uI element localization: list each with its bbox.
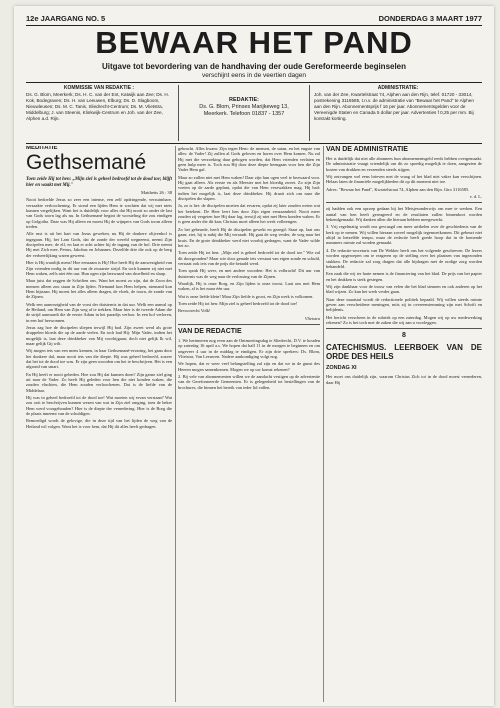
administratie-paragraph: Adres: "Bewaar het Pand", Kwartelstraat 74, Alphen aan den Rijn. Giro 3116585. [326, 186, 470, 192]
redactie-address: Ds. G. Blom, Prinses Marijkeweg 13, [199, 104, 289, 110]
masthead-title: BEWAAR HET PAND [95, 25, 413, 60]
redactie-paragraph: Naar deze maatstaf wordt de redactionele politiek bepaald. Wij willen steeds ruimte geven aan verscheidene meningen, mits zij in overeenstemming zijn met Schrift en belijdenis. [326, 296, 482, 313]
right-column [326, 146, 482, 702]
redactie-paragraph: zij hadden ook een oproep gedaan bij het Meisjesonderwijs om mee te werken. Een aantal van hen heeft gereageerd en de resultaten zullen binnenkort worden bekendgemaakt. Wij danken allen die hieraan hebben meegewerkt. [326, 206, 482, 223]
section-rule [326, 328, 482, 329]
meditatie-closing: Bevoorrecht Volk! [178, 308, 211, 314]
meditatie-paragraph: Toen sprak Hij weer, en met andere woorden: Het is volbracht! Dit uur van duisternis was de weg naar de verlossing van de Zijnen. [178, 268, 320, 279]
issue-number: 12e JAARGANG NO. 5 [26, 14, 106, 23]
redactie-phone: Meerkerk. Telefoon 01837 - 1357 [203, 111, 285, 117]
catechismus-heading: CATECHISMUS. LEERBOEK VAN DE ORDE DES HEILS [326, 343, 482, 362]
middle-column [178, 146, 320, 702]
administratie-text: Joh. van der Zee, Kwartelstraat 74, Alphen aan den Rijn, telef. 01720 - 33014, postrekening 3116585, t.n.v. de administratie van "Bewaar het Pand" te Alphen aan den Rijn. Abonnementsprijs f 16 per jaar. Abonnementsgelden voor de Vereenigde Staten en Canada 5 dollar per jaar. Advertenties f 0,25 per mm. Bij kontrakt korting. [314, 92, 474, 121]
meditatie-column [26, 146, 172, 702]
redactie-paragraph: Het bericht verscheen in de rubriek op een zaterdag. Mogen wij op uw medewerking rekenen? Zo is het toch met de zaken die wij aan u voorleggen. [326, 314, 482, 325]
meditatie-paragraph: Toen zeide Hij tot hen: Mijn ziel is geheel bedroefd tot de dood toe! [178, 300, 298, 306]
publication-frequency: verschijnt eens in de veertien dagen [201, 72, 307, 79]
redactie-heading: REDAKTIE: [229, 97, 259, 103]
column-divider [323, 146, 324, 702]
meditatie-paragraph: Jezus zag hoe de discipelen sliepen terwijl Hij bad. Zijn zweet werd als grote druppelen bloeds die op de aarde vielen. En toch bad Hij: Mijn Vader, indien het mogelijk is, laat deze drinkbeker van Mij voorbijgaan; doch niet gelijk Ik wil, maar gelijk Gij wilt. [26, 324, 172, 346]
administratie-section-heading: VAN DE ADMINISTRATIE [326, 146, 408, 153]
meditatie-paragraph: Bemoedigd wordt de gelovige, die in deze tijd van het lijden de weg van de Heiland wil volgen. Want het is voor hem, dat Hij dit alles heeft gedragen. [26, 418, 172, 429]
catechismus-text: Het moet ons duidelijk zijn, waarom Christus Zich tot in de dood moest vernederen, daar Hij [326, 374, 482, 385]
meditatie-paragraph: Maar juist dat zeggen de Schriften ons. Want het moest zo zijn, dat de Zoon des mensen alleen zou staan in Zijn lijden. Niemand kon Hem helpen, niemand kon Hem bijstaan. Hij moest het alles alleen dragen, de vloek, de toorn, de zonde van de Zijnen. [26, 278, 172, 300]
masthead-subtitle: Uitgave tot bevordering van de handhaving der oude Gereformeerde beginselen [101, 62, 407, 71]
redactie-paragraph: 1. We herinneren nog even aan de Ontmoetingsdag te Sliedrecht, D.V. te houden op zaterdag 16 april a.s. We hopen dat half 11 in de morgen te beginnen en om ongeveer 4 uur in de middag te eindigen. Er zijn drie sprekers: Ds. Blom, Vlietstra, Van Leeuwen. Nadere aankondiging volgt nog. [178, 337, 320, 359]
redactie-paragraph: Een zaak die wij ter harte nemen is de financiering van het blad. De prijs van het papier en het drukken is sterk gestegen. [326, 271, 482, 282]
administratie-box [314, 85, 482, 141]
section-rule [326, 202, 482, 203]
issue-date: DONDERDAG 3 MAART 1977 [378, 14, 482, 23]
meditatie-paragraph: Wij mogen iets van een mens kennen, in haar Gethsemané-ervaring, het gaan door het donkere dal, maar nooit iets van die diepte. Hij was geheel bedroefd, zozeer dat het tot de dood toe was. Er zijn geen woorden om het te beschrijven. Het is een afgrond van smart. [26, 348, 172, 370]
meditatie-paragraph: gebracht. Alles kwam: Zijn tegen Hem: de mensen, de satan, en het engste van alles: de Vader! Zij zullen al Gods geloven en horen over Hem komen. Nu zal Hij met die verzoeking daar gebogen worden, dat Hem vrienden verlaten en geen hulp meer is. Toch zou Hij door deze diepte heengaan voor hen die Zijn Vader Hem gaf. [178, 146, 320, 173]
meditatie-quote: Toen zeide Hij tot hen: „Mijn ziel is geheel bedroefd tot de dood toe; blijft hier en waakt met Mij." [26, 177, 172, 188]
redactie-paragraph: 4. De redactie-secretaris van De Wekker heeft ons het volgende geschreven. De lezers worden opgeroepen om te reageren op de stelling over het plaatsen van ingezonden stukken. De redactie zal zorg dragen dat alle bijdragen met de nodige zorg worden behandeld. [326, 247, 482, 269]
catechismus-subhead: ZONDAG XI [326, 365, 357, 372]
redactie-paragraph: We hopen, dat er weer veel belangstelling zal zijn en dat we in de gunst des Heeren mogen samenkomen. Mogen we op uw komst rekenen? [178, 361, 320, 372]
meditatie-paragraph: Hij was in geheel bedroefd tot de dood toe! Wat moeten wij ervan verstaan? Wat zou ooit te beschrijven kunnen wezen van wat in Zijn ziel omging, toen de beker Hem werd voorgehouden? Hier is de diepte der vernedering. Hier is de Borg die de plaats inneemt van de schuldigen. [26, 395, 172, 417]
header-rule [26, 82, 482, 83]
redactie-box [178, 85, 310, 141]
meditatie-paragraph: Welk een aanwezigheid van de vorst der duisternis in dat uur. Welk een aanval op de Heiland, om Hem van Zijn weg af te trekken. Maar hier is de tweede Adam die de strijd aanvaardt die de eerste Adam in het paradijs verloor. In een hof verloren, in een hof herwonnen. [26, 301, 172, 323]
meditatie-paragraph: Wat is onze liefde klein! Maar Zijn liefde is groot, en Zijn werk is volkomen. [178, 293, 314, 299]
section-rule [178, 324, 320, 325]
meditatie-paragraph: En Hij heeft er nooit gebeden. Hoe zou Hij dat kunnen doen? Zijn ganse ziel ging uit naar de Vader. Zo heeft Hij geleden voor hen die niet konden waken, die zouden vluchten, die Hem zouden verloochenen. Dat is de liefde van de Middelaar. [26, 371, 172, 393]
meditatie-paragraph: Ja, zo is het: de discipelen moeten dat ervaren, opdat zij later zouden weten wat het betekent. De Heer leert hen door Zijn eigen eenzaamheid. Nooit meer zouden zij vergeten hoe Hij daar lag, terwijl zij niet met Hem konden waken. Er is geen ander die dit kan; Christus moet alleen het werk volbrengen. [178, 203, 320, 225]
meditatie-paragraph: Alle rust is uit het hart van Jezus geweken, nu Hij de donkere olijvenhof is ingegaan. Hij, het Lam Gods, dat de zonde der wereld wegneemt, neemt Zijn discipelen mee, de elf, en laat er acht achter bij de ingang van de hof. Drie neemt Hij met Zich mee, Petrus, Jakobus en Johannes. Dezelfde drie die ook op de berg der verheerlijking waren geweest. [26, 231, 172, 258]
redactie-paragraph: 3. Vrij regelmatig wordt ons gevraagd om meer artikelen over de geschiedenis van de kerk op te nemen. Wij willen hieraan zoveel mogelijk tegemoetkomen. Dit gebeurt niet altijd in hetzelfde tempo, maar de redactie heeft goede hoop dat in de komende nummers ruimte zal worden gemaakt. [326, 224, 482, 246]
column-divider [175, 146, 176, 702]
meditatie-label: MEDITATIE [26, 146, 58, 151]
administratie-initials: v. d. L. [469, 194, 482, 200]
redactie-section-heading: VAN DE REDACTIE [178, 327, 242, 335]
meditatie-paragraph: Toen zeide Hij tot hen: „Mijn ziel is geheel bedroefd tot de dood toe." Wie zal dit doorgronden? Maar wie door genade iets verstaat van eigen zonde en schuld, verstaat ook iets van de prijs die betaald werd. [178, 250, 320, 266]
commissie-heading: KOMMISSIE VAN REDAKTIE : [63, 85, 135, 91]
meditatie-paragraph: Waarlijk, Hij is onze Borg, en Zijn lijden is onze troost. Laat ons met Hem waken, al is het maar één uur. [178, 280, 320, 292]
meditatie-paragraph: Maar zo zullen niet met Hem waken! Daar zijn hun ogen veel te bezwaard voor. Hij gaat alleen. Als eerste en als Meester met het bloedig zweet. Zo zijn Zijn voeten op de aarde geplant, opdat die van Hem verzwakken mag. Hij bad: indien het mogelijk is, laat deze drinkbeker. Hij draait zich om naar die discipelen die slapen. [178, 174, 320, 202]
commissie-box [26, 85, 172, 141]
redactie-paragraph: 2. Bij vele van abonnementen willen we de aandacht vestigen op de advertentie van de Gereformeerde Gemeenten. Er is gelegenheid tot bestellingen van de brochures, die binnen het bereik van ieder lid vallen. [178, 374, 320, 390]
columns-rule [26, 143, 482, 144]
meditatie-title: Gethsemané [26, 151, 147, 175]
newspaper-page [14, 6, 494, 706]
administratie-paragraph: Het is duidelijk dat niet alle abonnees hun abonnementsgeld reeds hebben overgemaakt. De administratie vraagt vriendelijk om dit zo spoedig mogelijk te doen, aangezien de kosten van drukken en verzenden steeds stijgen. [326, 156, 482, 172]
administratie-paragraph: Wij ontvangen wel eens brieven met de vraag of het blad niet vaker kan verschijnen. Helaas laten de financiële mogelijkheden dit op dit moment niet toe. [326, 174, 482, 185]
commissie-text: Ds. G. Blom, Meerkerk; Ds. H. C. van der Ent, Katwijk aan Zee; Ds. H. Kok, Bodegraven; Ds. H. van Leeuwen, Elburg; Ds. D. Slagboom, Nieuwleusen; Ds. M. C. Tanis, Sliedrecht-Centrum; Ds. M. Vlietstra, Middelburg; J. van Steenis, Klinkwijk-Centrum en Joh. van der Zee, Alphen a.d. Rijn. [26, 92, 169, 121]
meditatie-paragraph: Zo het gebeurde, heeft Hij de discipelen gewekt en gezegd: Staat op, laat ons gaan; ziet, hij is nabij die Mij verraadt. Hij gaat de weg verder, de weg naar het kruis. En de grote drinkbeker werd niet voorbij gedragen, want de Vader wilde het zo. [178, 226, 320, 248]
meditatie-paragraph: Nooit bedoelde Jezus zo zeer een intense, een zelf opdringende, verzuimbare, verzaakte verloochening. Er stond een lijden Hem te wachten dat wij met niets kunnen vergelijken. Want het is duidelijk voor alles dat Hij nooit zo onder de last van Gods toorn lag als nu. In Gethsemané begint de worsteling die zou eindigen op Golgotha. Daar was Hij alleen en moest Hij de wijnpers van Gods toorn alleen treden. [26, 197, 172, 230]
meditatie-reference: Mattheüs 26 : 38 [140, 190, 172, 196]
meditatie-signature: Vlietstra [304, 315, 320, 321]
redactie-paragraph: Wij zijn dankbaar voor de trouw van velen die het blad steunen en ook anderen op het blad wijzen. Zo kan het werk verder gaan. [326, 283, 482, 295]
catechismus-number: 8 [402, 332, 406, 340]
meditatie-paragraph: Hier is Hij waarlijk mens! Hoe eenzaam is Hij! Hoe heeft Hij de aanwezigheid van Zijn vrienden nodig in dit uur van de zwaarste strijd. En toch kunnen zij niet met Hem waken, zelfs niet één uur. Hun ogen zijn bezwaard van droefheid en slaap. [26, 260, 172, 276]
administratie-heading: ADMINISTRATIE: [377, 85, 419, 91]
top-line [26, 14, 482, 24]
